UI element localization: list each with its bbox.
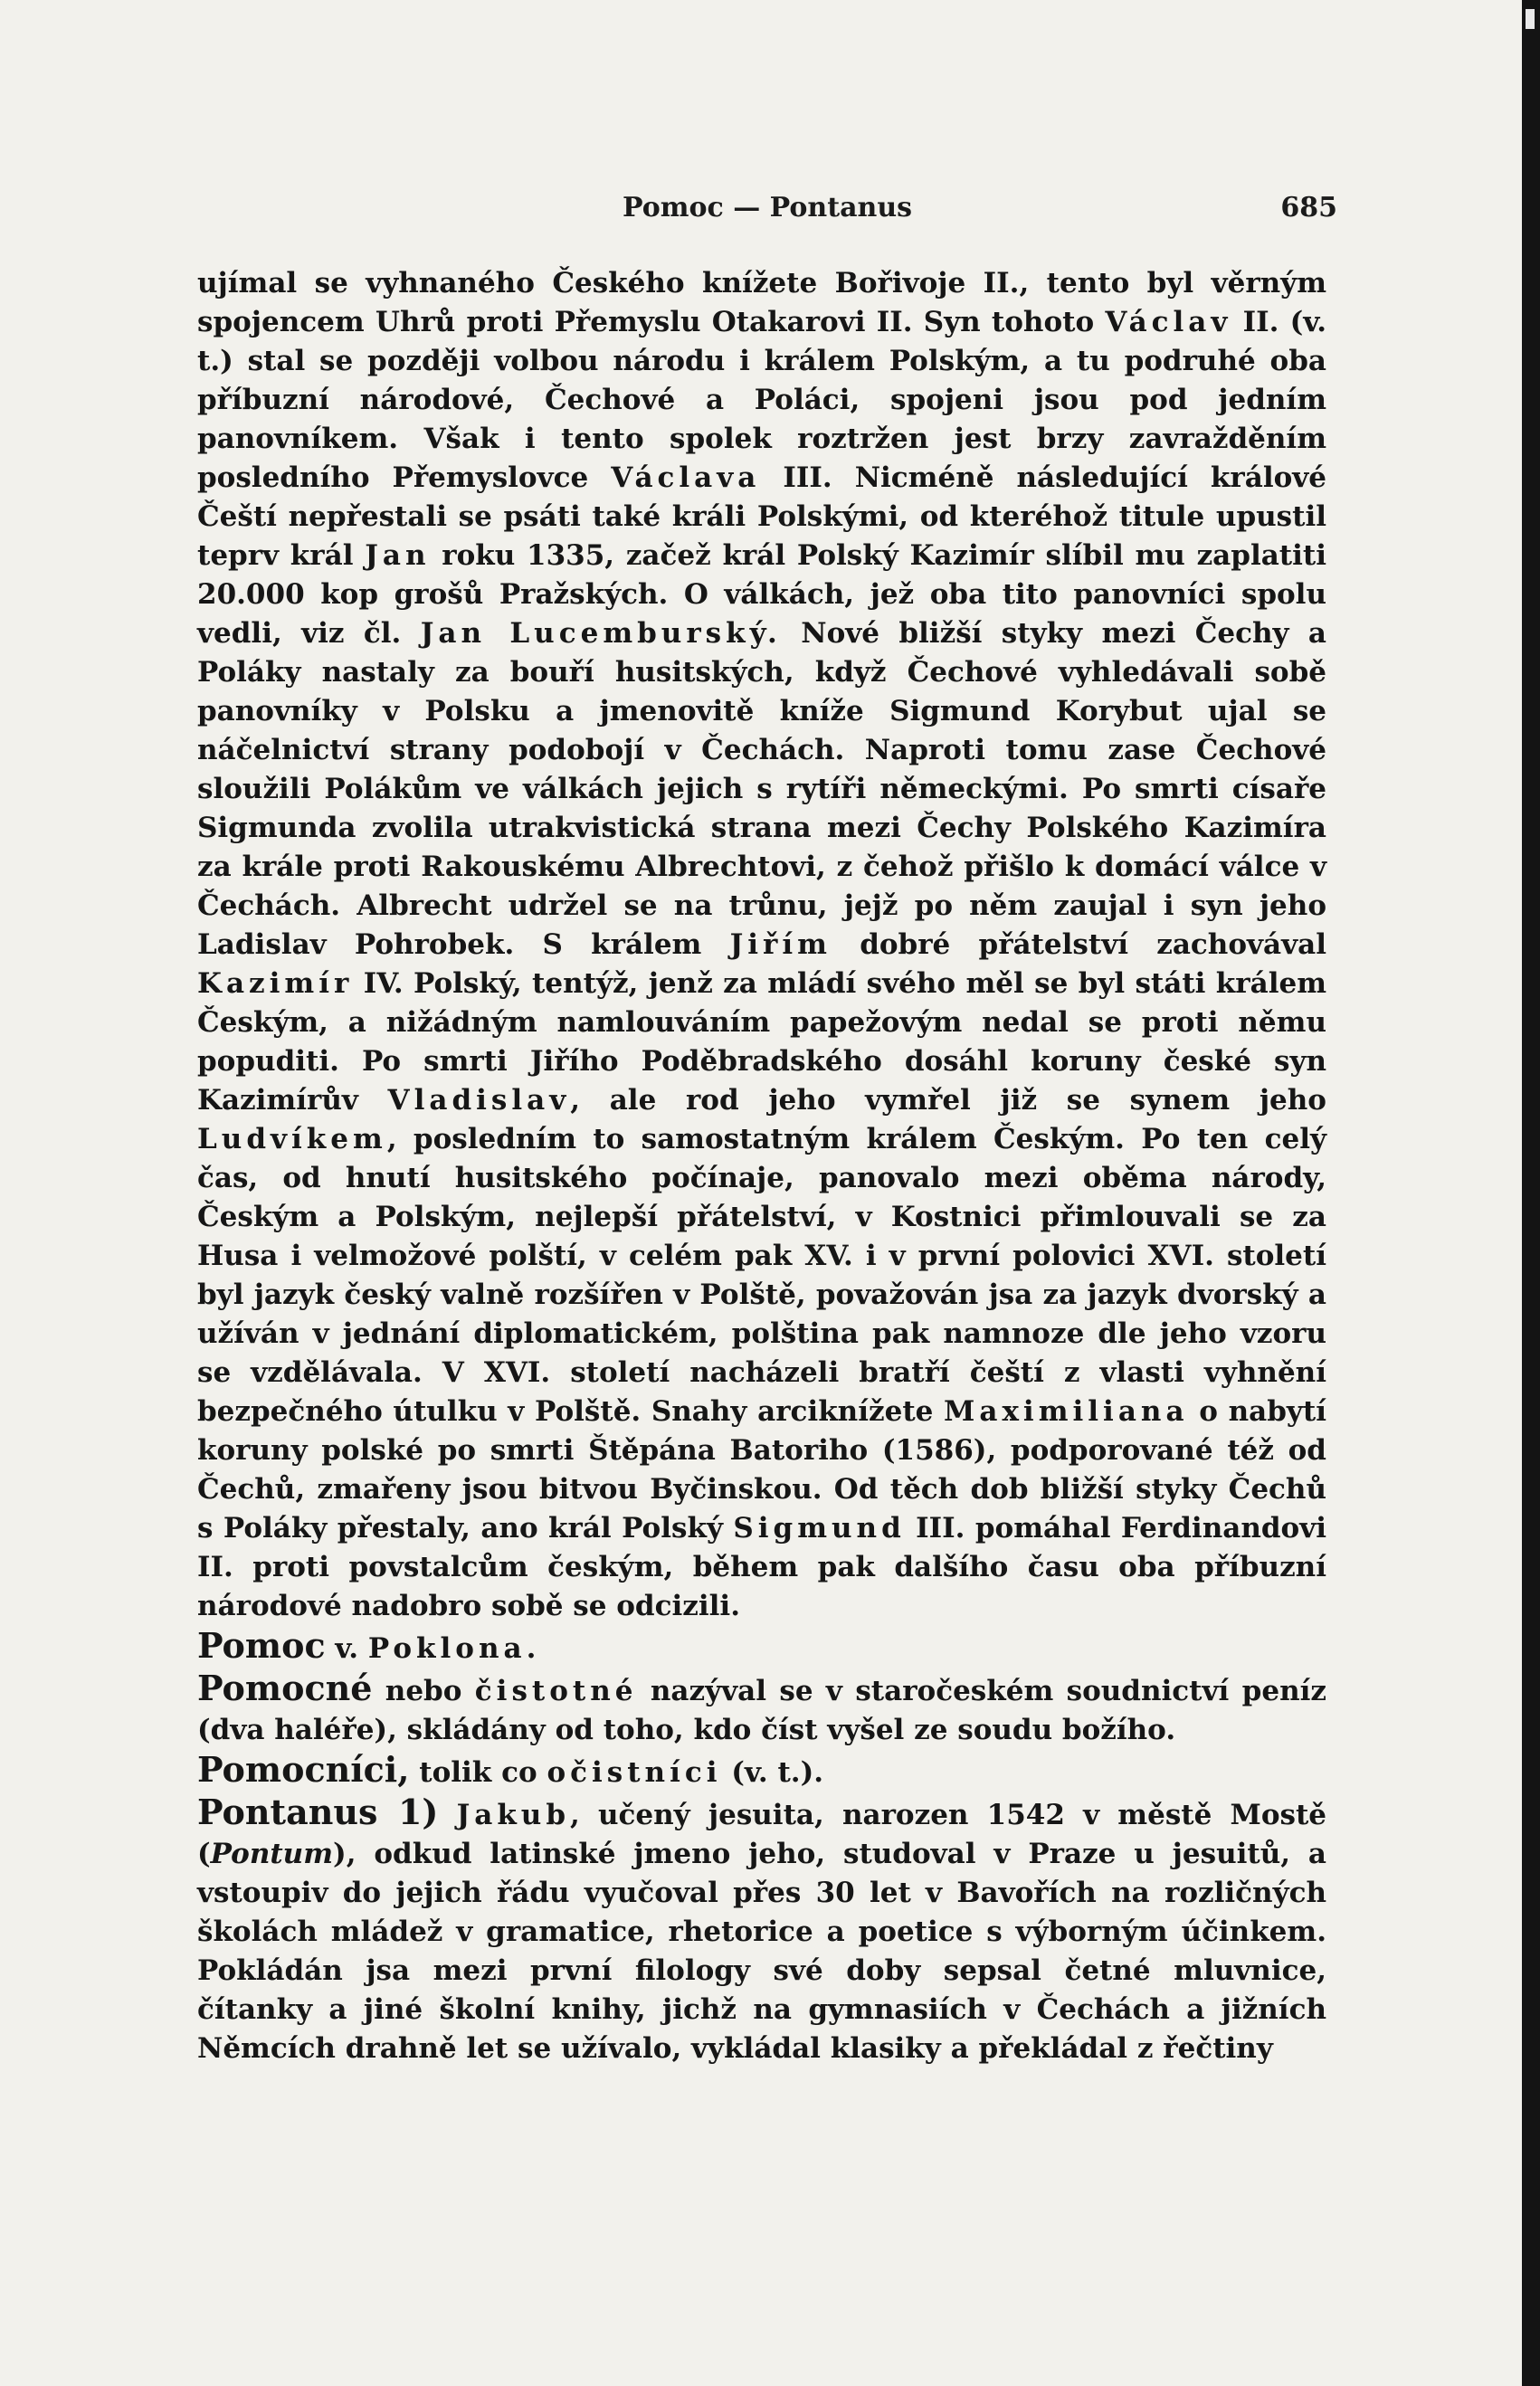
- spaced-name: Ludvíkem: [197, 1123, 387, 1155]
- spaced-name: čistotné: [474, 1675, 638, 1707]
- entry-pomocnici: [197, 1750, 1326, 1792]
- scan-edge-strip: [1522, 0, 1540, 2386]
- cross-reference: Poklona.: [367, 1632, 541, 1665]
- text-run: , ale rod jeho vymřel již se synem jeho: [570, 1084, 1326, 1117]
- text-run: v.: [325, 1632, 368, 1665]
- text-run: dobré přátelství zachovával: [831, 928, 1326, 961]
- italic-term: Pontum: [210, 1838, 334, 1870]
- entry-headword: Pomocné: [197, 1668, 373, 1708]
- text-run: ujímal se vyhnaného Českého knížete Bořivoje II., tento byl věrným spojencem Uhrů proti Přemyslu Otakarovi II. Syn tohoto: [197, 267, 1326, 338]
- entry-headword: Pomocníci,: [197, 1749, 410, 1790]
- page-number: 685: [1280, 192, 1337, 223]
- text-run: II. (v. t.) stal se později volbou národu i králem Polským, a tu podruhé oba příbuzní národové, Čechové a Poláci, spojeni jsou pod jedním panovníkem. Však i tento spolek roztržen jest brzy zavražděním posledního Přemyslovce: [197, 306, 1326, 494]
- text-run: nazýval se v staročeském soudnictví peníz (dva haléře), skládány od toho, kdo číst vyšel ze soudu božího.: [197, 1675, 1326, 1746]
- text-run: (v. t.).: [721, 1756, 824, 1789]
- text-run: , učený jesuita, narozen 1542 v městě Mostě (: [197, 1799, 1326, 1870]
- spaced-name: Jan Lucemburský.: [420, 617, 782, 650]
- entry-headword: Pontanus 1): [197, 1792, 439, 1832]
- spaced-name: Václav: [1105, 306, 1232, 338]
- text-run: Nové bližší styky mezi Čechy a Poláky nastaly za bouří husitských, když Čechové vyhledávali sobě panovníky v Polsku a jmenovitě kníže Sigmund Korybut ujal se náčelnictví strany podobojí v Čechách. Naproti tomu zase Čechové sloužili Polákům ve válkách jejich s rytíři německými. Po smrti císaře Sigmunda zvolila utrakvistická strana mezi Čechy Polského Kazimíra za krále proti Rakouskému Albrechtovi, z čehož přišlo k domácí válce v Čechách. Albrecht udržel se na trůnu, jejž po něm zaujal i syn jeho Ladislav Pohrobek. S králem: [197, 617, 1327, 961]
- text-run: III. pomáhal Ferdinandovi II. proti povstalcům českým, během pak dalšího času oba příbuzní národové nadobro sobě se odcizili.: [197, 1512, 1326, 1622]
- spaced-name: Kazimír: [197, 967, 354, 1000]
- text-run: [438, 1799, 456, 1831]
- spaced-name: Sigmund: [733, 1512, 906, 1545]
- intro-paragraph: [197, 264, 1326, 1626]
- text-run: III. Nicméně následující králové Čeští nepřestali se psáti také králi Polskými, od kteréhož titule upustil teprv král: [197, 461, 1327, 572]
- text-run: roku 1335, začež král Polský Kazimír slíbil mu zaplatiti 20.000 kop grošů Pražských. O válkách, jež oba tito panovníci spolu vedli, viz čl.: [197, 539, 1326, 650]
- spaced-name: Václava: [611, 461, 761, 494]
- entry-pontanus: [197, 1792, 1326, 2068]
- scan-edge-mark: [1526, 9, 1535, 29]
- entry-pomocne: [197, 1668, 1326, 1750]
- spaced-name: Jan: [365, 539, 431, 572]
- spaced-name: Jakub: [456, 1799, 571, 1831]
- entry-pomoc: [197, 1626, 1326, 1668]
- text-run: IV. Polský, tentýž, jenž za mládí svého měl se byl státi králem Českým, a nižádným namlouváním papežovým nedal se proti němu popuditi. Po smrti Jiřího Poděbradského dosáhl koruny české syn Kazimírův: [197, 967, 1326, 1117]
- page-header: [197, 192, 1337, 228]
- text-run: ), odkud latinské jmeno jeho, studoval v Praze u jesuitů, a vstoupiv do jejich řádu vyučoval přes 30 let v Bavořích na rozličných školách mládež v gramatice, rhetorice a poetice s výborným účinkem. Pokládán jsa mezi první filology své doby sepsal četné mluvnice, čítanky a jiné školní knihy, jichž na gymnasiích v Čechách a jižních Němcích drahně let se užívalo, vykládal klasiky a překládal z řečtiny: [197, 1838, 1326, 2065]
- entry-headword: Pomoc: [197, 1625, 326, 1666]
- text-run: nebo: [372, 1675, 475, 1707]
- text-run: tolik co: [409, 1756, 547, 1789]
- spaced-name: Vladislav: [387, 1084, 571, 1117]
- cross-reference: očistníci: [547, 1756, 722, 1789]
- text-run: o nabytí koruny polské po smrti Štěpána Batoriho (1586), podporované též od Čechů, zmařeny jsou bitvou Byčinskou. Od těch dob bližší styky Čechů s Poláky přestaly, ano král Polský: [197, 1395, 1327, 1545]
- text-run: , posledním to samostatným králem Českým. Po ten celý čas, od hnutí husitského počínaje, panovalo mezi oběma národy, Českým a Polským, nejlepší přátelství, v Kostnici přimlouvali se za Husa i velmožové polští, v celém pak XV. i v první polovici XVI. století byl jazyk český valně rozšířen v Polště, považován jsa za jazyk dvorský a užíván v jednání diplomatickém, polština pak namnoze dle jeho vzoru se vzdělávala. V XVI. století nacházeli bratří čeští z vlasti vyhnění bezpečného útulku v Polště. Snahy arciknížete: [197, 1123, 1326, 1428]
- running-head: Pomoc — Pontanus: [622, 192, 913, 223]
- spaced-name: Maximiliana: [944, 1395, 1189, 1428]
- body-text: [197, 264, 1326, 2068]
- spaced-name: Jiřím: [729, 928, 832, 961]
